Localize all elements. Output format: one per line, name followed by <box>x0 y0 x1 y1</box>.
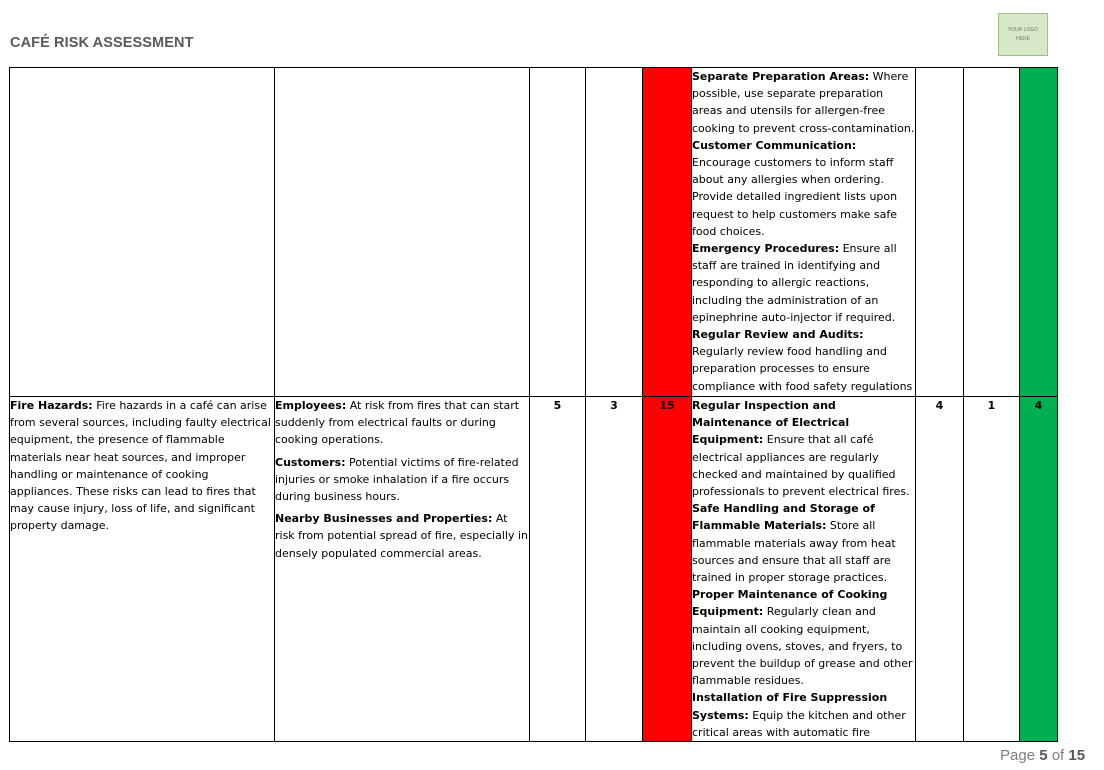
at-risk-group <box>275 454 529 506</box>
control-measure <box>692 240 915 326</box>
hazard-cell <box>10 397 275 742</box>
control-measure-text: Store all flammable materials away from heat sources and ensure that all staff are trained in proper storage practices. <box>692 519 896 585</box>
control-measures-list <box>692 397 915 741</box>
hazard-cell-empty <box>10 68 275 397</box>
control-measure <box>692 500 915 586</box>
document-title: CAFÉ RISK ASSESSMENT <box>10 35 194 51</box>
control-measure-text: Where possible, use separate preparation areas and utensils for allergen-free cooking to prevent cross-contamination. <box>692 70 915 135</box>
table-row-fire-hazards <box>10 397 1058 742</box>
residual-severity-value: 1 <box>964 397 1020 742</box>
at-risk-group <box>275 510 529 562</box>
control-measures-cell <box>692 397 916 742</box>
page-number-total: 15 <box>1068 747 1086 764</box>
hazard-title: Fire Hazards: <box>10 399 93 412</box>
control-measure-text: Regularly review food handling and preparation processes to ensure compliance with food safety regulations <box>692 345 913 393</box>
at-risk-group-text: Potential victims of fire-related injuries or smoke inhalation if a fire occurs during business hours. <box>275 455 519 504</box>
logo-text-line2: HERE <box>1016 35 1030 42</box>
control-measure <box>692 586 915 689</box>
severity-value: 3 <box>586 397 643 742</box>
at-risk-group-title: Employees: <box>275 399 347 412</box>
logo-text-line1: YOUR LOGO <box>1007 26 1039 33</box>
control-measure <box>692 137 915 240</box>
page-number-current: 5 <box>1039 747 1048 764</box>
control-measure-text: Equip the kitchen and other critical areas with automatic fire <box>692 708 906 739</box>
at-risk-group-text: At risk from potential spread of fire, especially in densely populated commercial areas. <box>275 512 528 560</box>
control-measures-list <box>692 68 915 396</box>
likelihood-value: 5 <box>530 397 586 742</box>
likelihood-cell-empty <box>530 68 586 397</box>
page-number <box>1000 747 1085 764</box>
control-measure-text: Regularly clean and maintain all cooking equipment, including ovens, stoves, and fryers, to prevent the buildup of grease and other flammable residues. <box>692 605 913 688</box>
control-measure-title: Separate Preparation Areas: <box>692 70 870 83</box>
control-measure-title: Installation of Fire Suppression Systems: <box>692 691 888 722</box>
risk-assessment-table <box>9 67 1058 742</box>
control-measure-title: Regular Review and Audits: <box>692 328 864 342</box>
control-measure <box>692 326 915 396</box>
risk-rating-cell-high <box>643 68 692 397</box>
control-measure-text: Ensure that all café electrical appliances are regularly checked and maintained by qualified professionals to prevent electrical fires. <box>692 433 910 499</box>
control-measure <box>692 689 915 741</box>
residual-likelihood-cell-empty <box>916 68 964 397</box>
residual-severity-cell-empty <box>964 68 1020 397</box>
control-measures-cell <box>692 68 916 397</box>
control-measure <box>692 68 915 137</box>
control-measure-text: Ensure all staff are trained in identifying and responding to allergic reactions, including the administration of an epinephrine auto-injector if required. <box>692 242 897 324</box>
residual-rating-value: 4 <box>1020 397 1058 742</box>
who-at-risk-cell <box>275 397 530 742</box>
control-measure-title: Emergency Procedures: <box>692 242 840 256</box>
hazard-description: Fire hazards in a café can arise from several sources, including faulty electrical equipment, the presence of flammable materials near heat sources, and improper handling or maintenance of cooking appliances. These risks can lead to fires that may cause injury, loss of life, and significant property damage. <box>10 399 271 533</box>
control-measure-title: Safe Handling and Storage of Flammable Materials: <box>692 502 875 533</box>
residual-rating-cell-low <box>1020 68 1058 397</box>
page-number-prefix: Page <box>1000 747 1040 764</box>
control-measure-title: Regular Inspection and Maintenance of Electrical Equipment: <box>692 399 850 447</box>
residual-likelihood-value: 4 <box>916 397 964 742</box>
who-at-risk-cell-empty <box>275 68 530 397</box>
control-measure-text: Encourage customers to inform staff about any allergies when ordering. Provide detailed ingredient lists upon request to help customers make safe food choices. <box>692 156 898 238</box>
at-risk-group <box>275 397 529 449</box>
at-risk-group-text: At risk from fires that can start suddenly from electrical faults or during cooking operations. <box>275 399 520 447</box>
control-measure <box>692 397 915 500</box>
at-risk-group-title: Customers: <box>275 455 346 469</box>
risk-rating-value: 15 <box>643 397 692 742</box>
severity-cell-empty <box>586 68 643 397</box>
table-row-allergens-continued <box>10 68 1058 397</box>
page-number-separator: of <box>1047 747 1069 764</box>
control-measure-title: Customer Communication: <box>692 138 857 152</box>
at-risk-group-title: Nearby Businesses and Properties: <box>275 512 493 526</box>
logo-placeholder <box>998 13 1048 56</box>
control-measure-title: Proper Maintenance of Cooking Equipment: <box>692 588 888 619</box>
